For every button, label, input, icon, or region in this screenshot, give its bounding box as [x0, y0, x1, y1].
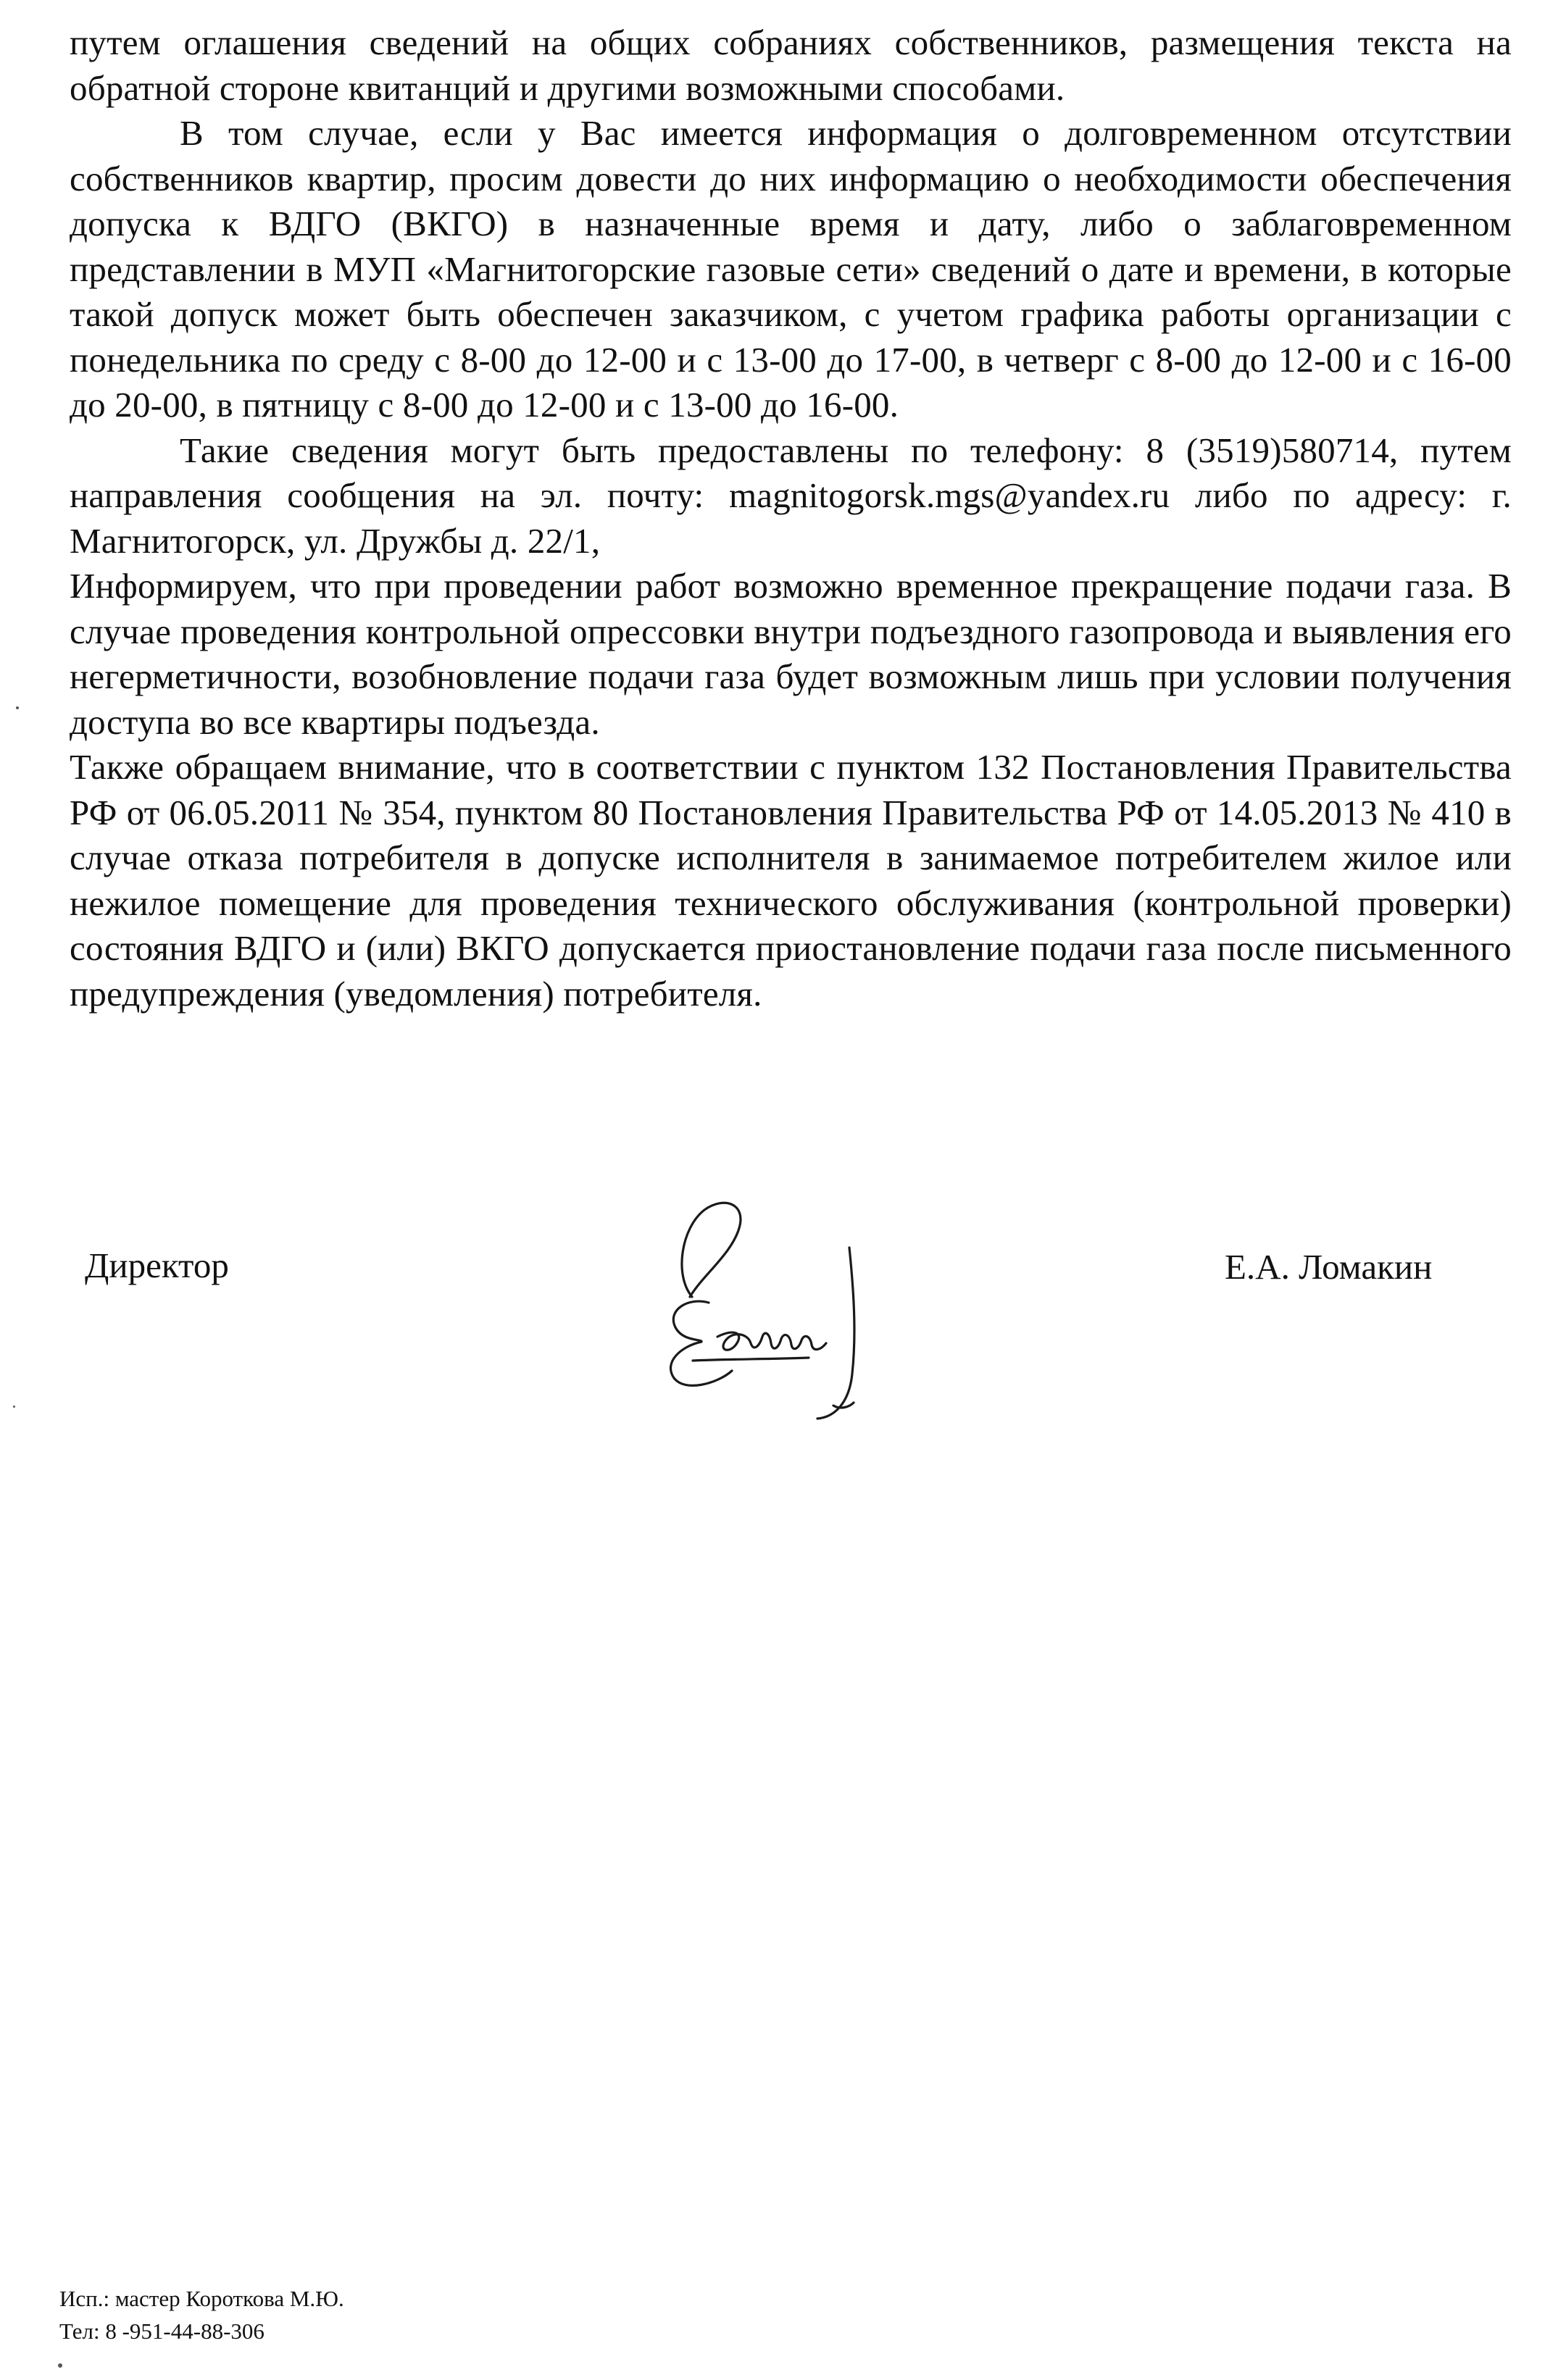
signature-block — [0, 1188, 1566, 1435]
paragraph: В том случае, если у Вас имеется информация о долговременном отсутствии собственников квартир, просим довести до них информацию о необходимости обеспечения допуска к ВДГО (ВКГО) в назначенные время и дату, либо о заблаговременном представлении в МУП «Магнитогорские газовые сети» сведений о дате и времени, в которые такой допуск может быть обеспечен заказчиком, с учетом графика работы организации с понедельника по среду с 8-00 до 12-00 и с 13-00 до 17-00, в четверг с 8-00 до 12-00 и с 16-00 до 20-00, в пятницу с 8-00 до 12-00 и с 13-00 до 16-00. — [70, 113, 1512, 425]
paragraph: путем оглашения сведений на общих собраниях собственников, размещения текста на обратной стороне квитанций и другими возможными способами. — [70, 22, 1512, 108]
handwritten-signature — [623, 1188, 928, 1427]
paragraph: Такие сведения могут быть предоставлены по телефону: 8 (3519)580714, путем направления сообщения на эл. почту: magnitogorsk.mgs@yandex.ru либо по адресу: г. Магнитогорск, ул. Дружбы д. 22/1, — [70, 430, 1512, 561]
scan-speck — [16, 706, 19, 709]
scan-speck — [13, 1406, 15, 1408]
executor-phone: Тел: 8 -951-44-88-306 — [59, 2318, 265, 2344]
letter-body — [70, 20, 1512, 1016]
paragraph: Также обращаем внимание, что в соответствии с пунктом 132 Постановления Правительства РФ от 06.05.2011 № 354, пунктом 80 Постановления Правительства РФ от 14.05.2013 № 410 в случае отказа потребителя в допуске исполнителя в занимаемое потребителем жилое или нежилое помещение для проведения технического обслуживания (контрольной проверки) состояния ВДГО и (или) ВКГО допускается приостановление подачи газа после письменного предупреждения (уведомления) потребителя. — [70, 747, 1512, 1014]
signer-name: Е.А. Ломакин — [1225, 1247, 1433, 1287]
paragraph: Информируем, что при проведении работ возможно временное прекращение подачи газа. В случае проведения контрольной опрессовки внутри подъездного газопровода и выявления его негерметичности, возобновление подачи газа будет возможным лишь при условии получения доступа во все квартиры подъезда. — [70, 566, 1512, 742]
scan-speck — [58, 2363, 62, 2368]
executor-name: Исп.: мастер Короткова М.Ю. — [59, 2286, 344, 2311]
signer-position: Директор — [85, 1245, 229, 1285]
executor-footer — [59, 2282, 344, 2347]
